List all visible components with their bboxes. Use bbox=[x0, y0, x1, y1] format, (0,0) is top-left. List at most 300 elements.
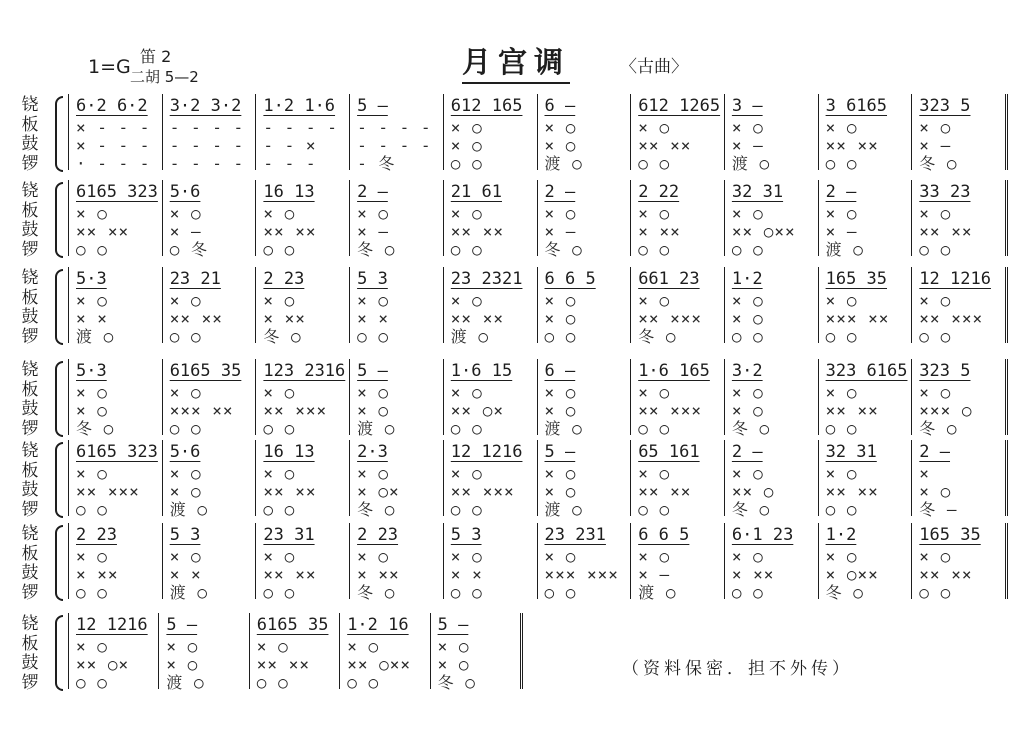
melody-notes: 6 6 5 bbox=[544, 269, 596, 289]
percussion-line: ○ ○ bbox=[450, 154, 483, 173]
percussion-line: × ○ bbox=[166, 655, 199, 674]
percussion-line: 冬 ○ bbox=[825, 583, 864, 602]
barline bbox=[68, 180, 69, 256]
percussion-line: × ×× bbox=[263, 309, 306, 328]
barline bbox=[68, 440, 69, 516]
barline bbox=[630, 267, 631, 343]
percussion-line: × ○ bbox=[825, 291, 858, 310]
percussion-line: ×× ○× bbox=[76, 655, 130, 674]
barline bbox=[430, 613, 431, 689]
melody-notes: 1·2 bbox=[731, 269, 763, 289]
melody-notes: 6 — bbox=[544, 96, 576, 116]
barline bbox=[911, 267, 912, 343]
percussion-line: ○ ○ bbox=[731, 327, 764, 346]
percussion-line: × ○ bbox=[169, 204, 202, 223]
percussion-line: 渡 ○ bbox=[544, 500, 583, 519]
barline bbox=[68, 359, 69, 435]
percussion-line: - - - - bbox=[263, 118, 338, 137]
barline bbox=[443, 267, 444, 343]
percussion-line: × ○ bbox=[638, 464, 671, 483]
erhu-tuning: 二胡 5—2 bbox=[130, 68, 199, 86]
part-label: 铙 板 鼓 锣 bbox=[21, 360, 39, 439]
percussion-line: ○ ○ bbox=[450, 583, 483, 602]
percussion-line: × × bbox=[450, 565, 483, 584]
percussion-line: × ○ bbox=[544, 291, 577, 310]
percussion-line: × ○ bbox=[825, 547, 858, 566]
percussion-line: × ○ bbox=[731, 204, 764, 223]
percussion-line: × — bbox=[825, 222, 858, 241]
percussion-line: ×× ××× bbox=[263, 401, 328, 420]
melody-notes: 5·6 bbox=[169, 442, 201, 462]
barline bbox=[818, 94, 819, 170]
percussion-line: × ○ bbox=[450, 464, 483, 483]
percussion-line: × ○ bbox=[544, 401, 577, 420]
percussion-line: 渡 ○ bbox=[731, 154, 771, 173]
percussion-line: ○ ○ bbox=[825, 419, 858, 438]
percussion-line: ○ ○ bbox=[825, 154, 858, 173]
percussion-line: ×× ××× bbox=[919, 309, 984, 328]
percussion-line: 渡 ○ bbox=[544, 419, 583, 438]
percussion-line: 冬 ○ bbox=[357, 240, 396, 259]
barline bbox=[537, 94, 538, 170]
score-system bbox=[0, 521, 1024, 603]
barline bbox=[349, 267, 350, 343]
percussion-line: × ○ bbox=[544, 464, 577, 483]
part-label: 铙 板 鼓 锣 bbox=[21, 95, 39, 174]
melody-notes: 6·1 23 bbox=[731, 525, 794, 545]
percussion-line: - - × bbox=[263, 136, 317, 155]
percussion-line: ×× ××× bbox=[450, 482, 515, 501]
barline bbox=[537, 523, 538, 599]
melody-notes: 5 — bbox=[357, 96, 388, 116]
barline bbox=[162, 523, 163, 599]
percussion-line: - - - - bbox=[169, 136, 245, 155]
score-system bbox=[0, 265, 1024, 347]
percussion-line: ○ ○ bbox=[825, 500, 858, 519]
percussion-line: × ○ bbox=[919, 204, 952, 223]
melody-notes: 23 31 bbox=[263, 525, 315, 545]
percussion-line: × ○ bbox=[544, 118, 577, 137]
barline bbox=[1005, 180, 1008, 256]
percussion-line: × ○ bbox=[169, 383, 202, 402]
barline bbox=[911, 440, 912, 516]
percussion-line: ××× ×× bbox=[169, 401, 234, 420]
percussion-line: × ○ bbox=[450, 547, 483, 566]
percussion-line: 渡 ○ bbox=[638, 583, 677, 602]
percussion-line: × ○×× bbox=[825, 565, 879, 584]
melody-notes: 1·2 bbox=[825, 525, 857, 545]
barline bbox=[520, 613, 523, 689]
barline bbox=[724, 359, 725, 435]
barline bbox=[443, 180, 444, 256]
barline bbox=[630, 94, 631, 170]
percussion-line: ○ ○ bbox=[76, 500, 108, 519]
melody-notes: 12 1216 bbox=[919, 269, 991, 289]
melody-notes: 123 2316 bbox=[263, 361, 346, 381]
percussion-line: × ○ bbox=[544, 309, 577, 328]
percussion-line: × — bbox=[919, 136, 952, 155]
melody-notes: 165 35 bbox=[919, 525, 981, 545]
percussion-line: × ○ bbox=[450, 118, 483, 137]
percussion-line: × ○ bbox=[638, 204, 671, 223]
barline bbox=[255, 267, 256, 343]
melody-notes: 6165 35 bbox=[169, 361, 242, 381]
barline bbox=[1005, 94, 1008, 170]
percussion-line: × ○ bbox=[731, 547, 764, 566]
percussion-line: × ×× bbox=[76, 565, 119, 584]
percussion-line: 渡 ○ bbox=[169, 500, 208, 519]
percussion-line: ×× ×× bbox=[919, 565, 973, 584]
percussion-line: ×× ×× bbox=[638, 482, 692, 501]
score-system bbox=[0, 611, 1024, 693]
percussion-line: 渡 ○ bbox=[544, 154, 583, 173]
score-system bbox=[0, 438, 1024, 520]
melody-notes: 612 165 bbox=[450, 96, 523, 116]
melody-notes: 6165 323 bbox=[76, 442, 158, 462]
melody-notes: 6 — bbox=[544, 361, 576, 381]
melody-notes: 5 — bbox=[357, 361, 388, 381]
percussion-line: × ○ bbox=[263, 547, 296, 566]
percussion-line: ○ ○ bbox=[638, 500, 671, 519]
percussion-line: × ○ bbox=[731, 291, 764, 310]
percussion-line: ○ ○ bbox=[263, 500, 296, 519]
melody-notes: 612 1265 bbox=[638, 96, 721, 116]
percussion-line: ○ ○ bbox=[450, 419, 483, 438]
melody-notes: 33 23 bbox=[919, 182, 971, 202]
percussion-line: ○ ○ bbox=[263, 583, 296, 602]
percussion-line: × ○ bbox=[263, 464, 296, 483]
melody-notes: 23 21 bbox=[169, 269, 221, 289]
percussion-line: 渡 ○ bbox=[825, 240, 864, 259]
percussion-line: ○ ○ bbox=[263, 240, 296, 259]
percussion-line: × ○ bbox=[638, 118, 671, 137]
percussion-line: ×× ××× bbox=[638, 309, 702, 328]
percussion-line: × ○ bbox=[169, 464, 202, 483]
melody-notes: 16 13 bbox=[263, 442, 315, 462]
barline bbox=[724, 267, 725, 343]
melody-notes: 3·2 3·2 bbox=[169, 96, 242, 116]
score-title: 月宫调 bbox=[462, 40, 570, 84]
barline bbox=[68, 94, 69, 170]
percussion-line: ○ ○ bbox=[638, 419, 671, 438]
melody-notes: 3 — bbox=[731, 96, 763, 116]
percussion-line: ×× ×× bbox=[169, 309, 223, 328]
melody-notes: 1·6 15 bbox=[450, 361, 513, 381]
percussion-line: - - - - bbox=[169, 154, 245, 173]
percussion-line: × ○ bbox=[825, 204, 858, 223]
barline bbox=[255, 523, 256, 599]
barline bbox=[630, 523, 631, 599]
melody-notes: 5·6 bbox=[169, 182, 201, 202]
percussion-line: 冬 ○ bbox=[544, 240, 583, 259]
percussion-line: × — bbox=[544, 222, 577, 241]
melody-notes: 65 161 bbox=[638, 442, 700, 462]
barline bbox=[724, 94, 725, 170]
barline bbox=[724, 440, 725, 516]
footer-note: （资料保密．担不外传） bbox=[622, 659, 853, 679]
percussion-line: × ○ bbox=[76, 637, 108, 656]
system-brace bbox=[55, 442, 63, 518]
percussion-line: ××× ××× bbox=[544, 565, 619, 584]
percussion-line: × ○ bbox=[437, 637, 470, 656]
percussion-line: 冬 ○ bbox=[76, 419, 115, 438]
barline bbox=[68, 613, 69, 689]
percussion-line: × ○ bbox=[731, 383, 764, 402]
percussion-line: × — bbox=[357, 222, 389, 241]
melody-notes: 2 — bbox=[825, 182, 857, 202]
melody-notes: 12 1216 bbox=[450, 442, 523, 462]
percussion-line: × × bbox=[357, 309, 389, 328]
percussion-line: × ○ bbox=[76, 204, 108, 223]
percussion-line: × ○ bbox=[544, 136, 577, 155]
system-brace bbox=[55, 269, 63, 345]
percussion-line: ×× ×× bbox=[825, 136, 879, 155]
barline bbox=[818, 440, 819, 516]
melody-notes: 1·6 165 bbox=[638, 361, 710, 381]
percussion-line: × ○ bbox=[169, 482, 202, 501]
percussion-line: × ○ bbox=[825, 464, 858, 483]
melody-notes: 6165 323 bbox=[76, 182, 158, 202]
melody-notes: 32 31 bbox=[825, 442, 877, 462]
percussion-line: ×× ○×× bbox=[347, 655, 411, 674]
percussion-line: 冬 ○ bbox=[357, 500, 396, 519]
melody-notes: 2 — bbox=[544, 182, 576, 202]
melody-notes: 32 31 bbox=[731, 182, 784, 202]
percussion-line: ×× ○×× bbox=[731, 222, 796, 241]
percussion-line: ×× ×× bbox=[256, 655, 310, 674]
percussion-line: ○ ○ bbox=[919, 240, 952, 259]
percussion-line: ○ ○ bbox=[544, 583, 577, 602]
barline bbox=[1005, 359, 1008, 435]
percussion-line: × ○ bbox=[825, 383, 858, 402]
melody-notes: 21 61 bbox=[450, 182, 502, 202]
percussion-line: × ○ bbox=[169, 547, 202, 566]
percussion-line: × ○ bbox=[76, 291, 108, 310]
system-brace bbox=[55, 96, 63, 172]
melody-notes: 5 3 bbox=[450, 525, 482, 545]
percussion-line: × ○ bbox=[76, 547, 108, 566]
percussion-line: 冬 ○ bbox=[919, 419, 958, 438]
melody-notes: 23 2321 bbox=[450, 269, 523, 289]
barline bbox=[349, 94, 350, 170]
percussion-line: ×× ×× bbox=[638, 136, 692, 155]
melody-notes: 2·3 bbox=[357, 442, 388, 462]
melody-notes: 1·2 1·6 bbox=[263, 96, 336, 116]
percussion-line: 冬 ○ bbox=[437, 673, 476, 692]
percussion-line: 渡 ○ bbox=[166, 673, 205, 692]
percussion-line: ○ ○ bbox=[357, 327, 389, 346]
percussion-line: × ×× bbox=[731, 565, 775, 584]
percussion-line: ○ ○ bbox=[731, 240, 764, 259]
melody-notes: 5·3 bbox=[76, 269, 107, 289]
percussion-line: × × bbox=[169, 565, 202, 584]
percussion-line: ○ ○ bbox=[256, 673, 289, 692]
percussion-line: × ○ bbox=[357, 547, 389, 566]
percussion-line: × ○ bbox=[357, 383, 389, 402]
percussion-line: × ○ bbox=[638, 291, 671, 310]
melody-notes: 2 22 bbox=[638, 182, 680, 202]
percussion-line: 冬 ○ bbox=[731, 419, 771, 438]
barline bbox=[349, 180, 350, 256]
melody-notes: 5 — bbox=[166, 615, 198, 635]
part-label: 铙 板 鼓 锣 bbox=[21, 614, 39, 693]
barline bbox=[630, 440, 631, 516]
percussion-line: ×× ×× bbox=[76, 222, 130, 241]
barline bbox=[68, 523, 69, 599]
percussion-line: ×× ×× bbox=[825, 482, 879, 501]
barline bbox=[818, 180, 819, 256]
percussion-line: × ○ bbox=[169, 291, 202, 310]
barline bbox=[630, 180, 631, 256]
percussion-line: × ○ bbox=[347, 637, 380, 656]
percussion-line: × ○ bbox=[166, 637, 199, 656]
system-brace bbox=[55, 615, 63, 691]
melody-notes: 323 5 bbox=[919, 361, 971, 381]
percussion-line: ○ ○ bbox=[638, 154, 671, 173]
percussion-line: ○ ○ bbox=[638, 240, 671, 259]
barline bbox=[162, 180, 163, 256]
percussion-line: ○ ○ bbox=[169, 327, 202, 346]
melody-notes: 2 23 bbox=[263, 269, 305, 289]
percussion-line: × ○ bbox=[919, 482, 952, 501]
barline bbox=[818, 523, 819, 599]
key-signature: 1=G bbox=[88, 56, 131, 78]
barline bbox=[911, 94, 912, 170]
melody-notes: 6 6 5 bbox=[638, 525, 690, 545]
percussion-line: × ○ bbox=[544, 383, 577, 402]
percussion-line: × ○ bbox=[731, 401, 764, 420]
part-label: 铙 板 鼓 锣 bbox=[21, 524, 39, 603]
percussion-line: × ○ bbox=[544, 547, 577, 566]
percussion-line: × ○ bbox=[357, 464, 389, 483]
percussion-line: ×× ×× bbox=[263, 565, 317, 584]
barline bbox=[339, 613, 340, 689]
percussion-line: × ○ bbox=[731, 118, 764, 137]
percussion-line: ○ ○ bbox=[263, 419, 296, 438]
percussion-line: ×× ×× bbox=[450, 222, 504, 241]
score-system bbox=[0, 178, 1024, 260]
percussion-line: × × bbox=[76, 309, 108, 328]
percussion-line: 冬 ○ bbox=[919, 154, 958, 173]
percussion-line: ×× ××× bbox=[638, 401, 702, 420]
barline bbox=[68, 267, 69, 343]
percussion-line: ×× ○ bbox=[731, 482, 775, 501]
barline bbox=[818, 267, 819, 343]
percussion-line: × ○ bbox=[437, 655, 470, 674]
percussion-line: ××× ○ bbox=[919, 401, 973, 420]
melody-notes: 3·2 bbox=[731, 361, 763, 381]
percussion-line: × - - - bbox=[76, 136, 151, 155]
melody-notes: 6165 35 bbox=[256, 615, 329, 635]
melody-notes: 5 3 bbox=[169, 525, 201, 545]
barline bbox=[162, 440, 163, 516]
barline bbox=[255, 440, 256, 516]
percussion-line: × - - - bbox=[76, 118, 151, 137]
percussion-line: ××× ×× bbox=[825, 309, 890, 328]
barline bbox=[443, 359, 444, 435]
percussion-line: 渡 ○ bbox=[76, 327, 115, 346]
melody-notes: 16 13 bbox=[263, 182, 315, 202]
percussion-line: × ○ bbox=[357, 204, 389, 223]
barline bbox=[724, 523, 725, 599]
barline bbox=[249, 613, 250, 689]
melody-notes: 5·3 bbox=[76, 361, 107, 381]
percussion-line: ×× ×× bbox=[263, 482, 317, 501]
percussion-line: × ○ bbox=[450, 136, 483, 155]
melody-notes: 1·2 16 bbox=[347, 615, 409, 635]
barline bbox=[158, 613, 159, 689]
percussion-line: - - - bbox=[263, 154, 317, 173]
score-subtitle: 〈古曲〉 bbox=[620, 57, 688, 77]
melody-notes: 2 23 bbox=[76, 525, 117, 545]
barline bbox=[443, 440, 444, 516]
barline bbox=[818, 359, 819, 435]
percussion-line: × ○ bbox=[263, 204, 296, 223]
system-brace bbox=[55, 361, 63, 437]
percussion-line: × ○ bbox=[263, 383, 296, 402]
percussion-line: × ○ bbox=[450, 204, 483, 223]
percussion-line: × ○ bbox=[825, 118, 858, 137]
percussion-line: × ○ bbox=[919, 291, 952, 310]
barline bbox=[1005, 440, 1008, 516]
percussion-line: ○ 冬 bbox=[169, 240, 208, 259]
percussion-line: × ○ bbox=[76, 464, 108, 483]
percussion-line: ○ ○ bbox=[76, 583, 108, 602]
percussion-line: ×× ×× bbox=[263, 222, 317, 241]
barline bbox=[255, 359, 256, 435]
barline bbox=[911, 180, 912, 256]
barline bbox=[537, 267, 538, 343]
percussion-line: - - - - bbox=[357, 136, 432, 155]
percussion-line: × ○ bbox=[731, 464, 764, 483]
percussion-line: 渡 ○ bbox=[450, 327, 490, 346]
percussion-line: ○ ○ bbox=[919, 327, 952, 346]
barline bbox=[349, 440, 350, 516]
percussion-line: ○ ○ bbox=[544, 327, 577, 346]
barline bbox=[443, 94, 444, 170]
melody-notes: 323 6165 bbox=[825, 361, 908, 381]
percussion-line: × — bbox=[169, 222, 202, 241]
melody-notes: 2 23 bbox=[357, 525, 399, 545]
flute-tuning: 笛 2 bbox=[140, 47, 172, 66]
percussion-line: × bbox=[919, 464, 930, 483]
percussion-line: × ○ bbox=[638, 383, 671, 402]
system-brace bbox=[55, 525, 63, 601]
percussion-line: × — bbox=[638, 565, 671, 584]
percussion-line: 渡 ○ bbox=[169, 583, 208, 602]
percussion-line: 冬 ○ bbox=[357, 583, 396, 602]
melody-notes: 165 35 bbox=[825, 269, 888, 289]
percussion-line: ×× ○× bbox=[450, 401, 504, 420]
system-brace bbox=[55, 182, 63, 258]
percussion-line: × ○ bbox=[544, 204, 577, 223]
percussion-line: ×× ×× bbox=[450, 309, 504, 328]
part-label: 铙 板 鼓 锣 bbox=[21, 181, 39, 260]
percussion-line: 冬 ○ bbox=[263, 327, 302, 346]
melody-notes: 5 — bbox=[437, 615, 469, 635]
percussion-line: ○ ○ bbox=[450, 500, 483, 519]
part-label: 铙 板 鼓 锣 bbox=[21, 268, 39, 347]
percussion-line: ○ ○ bbox=[76, 673, 108, 692]
percussion-line: × ○ bbox=[263, 291, 296, 310]
barline bbox=[162, 94, 163, 170]
barline bbox=[724, 180, 725, 256]
barline bbox=[537, 440, 538, 516]
percussion-line: 冬 — bbox=[919, 500, 958, 519]
percussion-line: × ○ bbox=[450, 383, 483, 402]
percussion-line: × ○ bbox=[919, 118, 952, 137]
barline bbox=[630, 359, 631, 435]
